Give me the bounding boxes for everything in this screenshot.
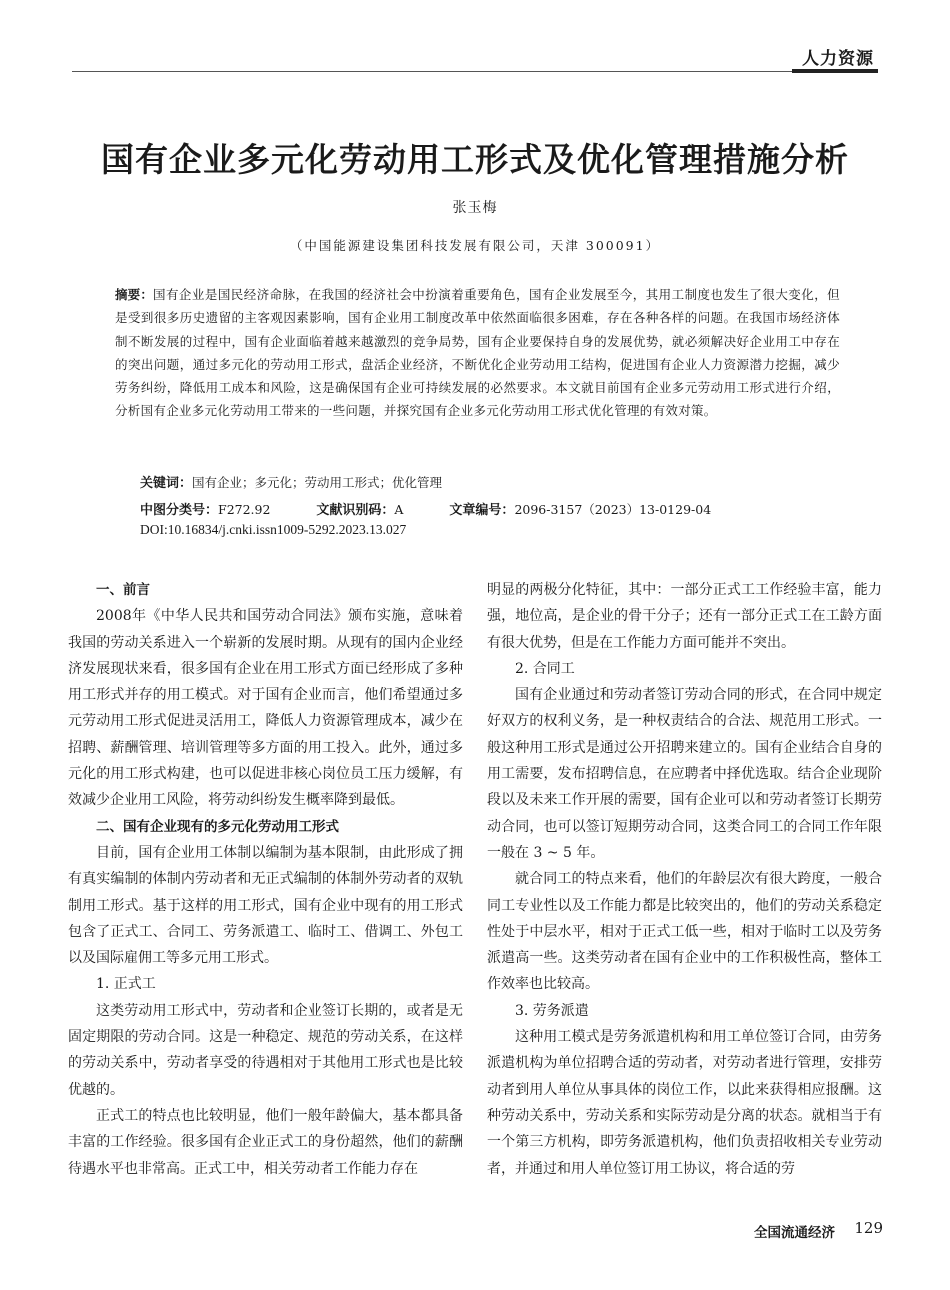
author: 张玉梅 [452,200,498,216]
subsection-heading: 3. 劳务派遣 [515,1002,589,1019]
paragraph: 正式工的特点也比较明显，他们一般年龄偏大，基本都具备丰富的工作经验。很多国有企业正式工的身份超然，他们的薪酬待遇水平也非常高。正式工中，相关劳动者工作能力存在 [68,1107,463,1177]
section-heading: 一、前言 [96,582,150,598]
abstract [115,283,840,423]
affiliation: （中国能源建设集团科技发展有限公司，天津 300091） [289,238,661,253]
page-number: 129 [854,1219,883,1237]
abstract-label: 摘要： [115,287,153,302]
journal-name: 全国流通经济 [754,1225,835,1241]
clc-label: 中图分类号： [140,503,219,518]
article-no-label: 文章编号： [449,503,515,518]
paragraph: 这类劳动用工形式中，劳动者和企业签订长期的，或者是无固定期限的劳动合同。这是一种稳定、规范的劳动关系，在这样的劳动关系中，劳动者享受的待遇相对于其他用工形式也是比较优越的。 [68,1002,463,1098]
body-column-left [68,577,463,1182]
clc-value: F272.92 [218,502,271,517]
article-title: 国有企业多元化劳动用工形式及优化管理措施分析 [101,140,849,179]
header-rule [72,71,878,72]
keywords [140,472,442,491]
doc-code-value: A [394,502,404,517]
subsection-heading: 1. 正式工 [96,976,156,993]
keywords-text: 国有企业；多元化；劳动用工形式；优化管理 [192,475,443,490]
article-no-value: 2096-3157（2023）13-0129-04 [514,502,712,517]
paragraph: 目前，国有企业用工体制以编制为基本限制，由此形成了拥有真实编制的体制内劳动者和无正式编制的体制外劳动者的双轨制用工形式。基于这样的用工形式，国有企业中现有的用工形式包含了正式工、合同工、劳务派遣工、临时工、借调工、外包工以及国际雇佣工等多元用工形式。 [68,844,463,967]
paragraph: 国有企业通过和劳动者签订劳动合同的形式，在合同中规定好双方的权利义务，是一种权责结合的合法、规范用工形式。一般这种用工形式是通过公开招聘来建立的。国有企业结合自身的用工需要，发布招聘信息，在应聘者中择优选取。结合企业现阶段以及未来工作开展的需要，国有企业可以和劳动者签订长期劳动合同，也可以签订短期劳动合同，这类合同工的合同工作年限一般在 3 ~ 5 年。 [487,687,882,861]
body-column-right [487,577,882,1182]
section-heading: 二、国有企业现有的多元化劳动用工形式 [96,818,339,835]
paragraph: 就合同工的特点来看，他们的年龄层次有很大跨度，一般合同工专业性以及工作能力都是比较突出的，他们的劳动关系稳定性处于中层水平，相对于正式工低一些，相对于临时工以及劳务派遣高一些。这类劳动者在国有企业中的工作积极性高，整体工作效率也比较高。 [487,871,882,993]
paragraph: 明显的两极分化特征，其中：一部分正式工工作经验丰富，能力强，地位高，是企业的骨干分子；还有一部分正式工在工龄方面有很大优势，但是在工作能力方面可能并不突出。 [487,582,882,651]
header-rule-accent [792,69,878,73]
keywords-label: 关键词： [140,476,193,491]
abstract-text: 国有企业是国民经济命脉，在我国的经济社会中扮演着重要角色，国有企业发展至今，其用工制度也发生了很大变化，但是受到很多历史遗留的主客观因素影响，国有企业用工制度改革中依然面临很多困难，存在各种各样的问题。在我国市场经济体制不断发展的过程中，国有企业面临着越来越激烈的竞争局势，国有企业要保持自身的发展优势，就必须解决好企业用工中存在的突出问题，通过多元化的劳动用工形式，盘活企业经济，不断优化企业劳动用工结构，促进国有企业人力资源潜力挖掘，减少劳务纠纷，降低用工成本和风险，这是确保国有企业可持续发展的必然要求。本文就目前国有企业多元劳动用工形式进行介绍，分析国有企业多元化劳动用工带来的一些问题，并探究国有企业多元化劳动用工形式优化管理的有效对策。 [115,287,840,419]
paragraph: 2008年《中华人民共和国劳动合同法》颁布实施，意味着我国的劳动关系进入一个崭新的发展时期。从现有的国内企业经济发展现状来看，很多国有企业在用工形式方面已经形成了多种用工形式并存的用工模式。对于国有企业而言，他们希望通过多元劳动用工形式促进灵活用工，降低人力资源管理成本，减少在招聘、薪酬管理、培训管理等多方面的用工投入。此外，通过多元化的用工形式构建，也可以促进非核心岗位员工压力缓解，有效减少企业用工风险，将劳动纠纷发生概率降到最低。 [68,608,463,809]
classification [140,499,711,518]
subsection-heading: 2. 合同工 [515,660,575,677]
doc-code-label: 文献识别码： [316,503,395,518]
doi: DOI:10.16834/j.cnki.issn1009-5292.2023.13.027 [140,522,407,537]
paragraph: 这种用工模式是劳务派遣机构和用工单位签订合同，由劳务派遣机构为单位招聘合适的劳动者，对劳动者进行管理，安排劳动者到用人单位从事具体的岗位工作，以此来获得相应报酬。这种劳动关系中，劳动关系和实际劳动是分离的状态。就相当于有一个第三方机构，即劳务派遣机构，他们负责招收相关专业劳动者，并通过和用人单位签订用工协议，将合适的劳 [487,1029,882,1177]
section-tag: 人力资源 [802,49,874,69]
